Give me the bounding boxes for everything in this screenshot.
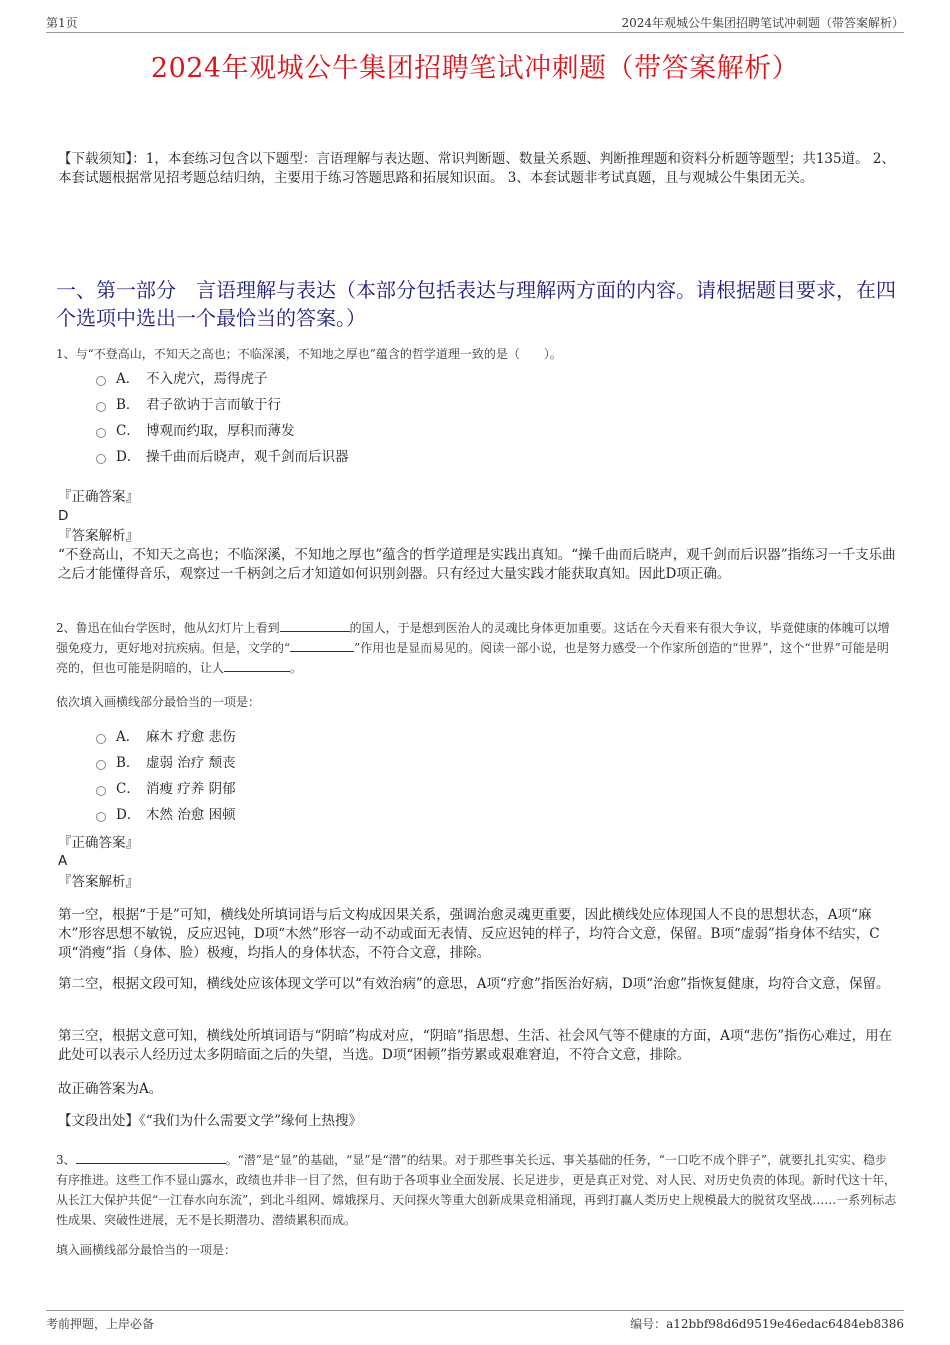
question-3-stem: 3、 。“潜”是“显”的基础，“显”是“潜”的结果。对于那些事关长远、事关基础的任务，“一口吃不成个胖子”，就要扎扎实实、稳步有序推进。这些工作不显山露水，政绩也并非一目了然，但有助于各项事业全面发展、长足进步，更是真正对党、对人民、对历史负责的体现。新时代这十年，从长江大保护共促“一江春水向东流”，到北斗组网、嫦娥探月、天问探火等重大创新成果竞相涌现，再到打赢人类历史上规模最大的脱贫攻坚战……一系列标志性成果、突破性进展，无不是长期潜功、潜绩累积而成。	[56, 1153, 897, 1227]
analysis-paragraph-1: 第一空，根据“于是”可知，横线处所填词语与后文构成因果关系，强调治愈灵魂更重要，因此横线处应体现国人不良的思想状态，A项“麻木”形容思想不敏锐，反应迟钝，D项“木然”形容一动不动或面无表情、反应迟钝的样子，均符合文意，保留。B项“虚弱”指身体不结实，C项“消瘦”指（身体、脸）极瘦，均指人的身体状态，不符合文意，排除。	[58, 907, 880, 961]
radio-icon[interactable]	[96, 786, 106, 796]
page-header	[46, 14, 904, 33]
answer-label: 『正确答案』	[58, 489, 139, 505]
question-2-stem: 2、鲁迅在仙台学医时，他从幻灯片上看到 的国人，于是想到医治人的灵魂比身体更加重要。这话在今天看来有很大争议，毕竟健康的体魄可以增强免疫力，更好地对抗疾病。但是，文学的“ ”作用也是显而易见的。阅读一部小说，也是努力感受一个作家所创造的“世界”，这个“世界”可能是明亮的，但也可能是阴暗的，让人 。	[56, 621, 890, 675]
question-2-prompt: 依次填入画横线部分最恰当的一项是：	[56, 695, 261, 709]
option-a[interactable]: A． 不入虎穴，焉得虎子	[96, 366, 349, 392]
header-doc-title: 2024年观城公牛集团招聘笔试冲刺题（带答案解析）	[621, 16, 904, 30]
fill-blank	[76, 1151, 226, 1164]
analysis-label: 『答案解析』	[58, 528, 139, 544]
analysis-paragraph-2: 第二空，根据文段可知，横线处应该体现文学可以“有效治病”的意思，A项“疗愈”指医治好病，D项“治愈”指恢复健康，均符合文意，保留。	[58, 976, 890, 992]
download-notice	[58, 150, 898, 188]
correct-answer: D	[58, 508, 69, 524]
page-footer	[46, 1310, 904, 1333]
option-d[interactable]: D． 木然 治愈 困顿	[96, 802, 236, 828]
analysis-label: 『答案解析』	[58, 874, 139, 890]
question-1-options	[96, 366, 349, 470]
analysis-paragraph-3: 第三空，根据文意可知，横线处所填词语与“阴暗”构成对应，“阴暗”指思想、生活、社会风气等不健康的方面，A项“悲伤”指伤心难过，用在此处可以表示人经历过太多阴暗面之后的失望，当选。D项“困顿”指劳累或艰难窘迫，不符合文意，排除。	[58, 1028, 893, 1063]
section-heading: 一、第一部分 言语理解与表达（本部分包括表达与理解两方面的内容。请根据题目要求，在四个选项中选出一个最恰当的答案。）	[56, 278, 896, 330]
option-c[interactable]: C． 消瘦 疗养 阴郁	[96, 776, 236, 802]
page-title: 2024年观城公牛集团招聘笔试冲刺题（带答案解析）	[150, 53, 800, 84]
radio-icon[interactable]	[96, 428, 106, 438]
radio-icon[interactable]	[96, 376, 106, 386]
page-number: 第1页	[46, 16, 78, 30]
answer-label: 『正确答案』	[58, 835, 139, 851]
option-c[interactable]: C． 博观而约取，厚积而薄发	[96, 418, 349, 444]
fill-blank	[280, 619, 350, 632]
analysis-conclusion: 故正确答案为A。	[58, 1081, 163, 1097]
radio-icon[interactable]	[96, 812, 106, 822]
footer-doc-id: 编号：a12bbf98d6d9519e46edac6484eb8386	[630, 1317, 904, 1331]
radio-icon[interactable]	[96, 760, 106, 770]
question-1-stem: 1、与“不登高山，不知天之高也；不临深溪，不知地之厚也”蕴含的哲学道理一致的是（ ）。	[56, 347, 562, 361]
fill-blank	[290, 639, 354, 652]
option-a[interactable]: A． 麻木 疗愈 悲伤	[96, 724, 236, 750]
question-3-prompt: 填入画横线部分最恰当的一项是：	[56, 1243, 237, 1257]
correct-answer: A	[58, 853, 68, 869]
option-d[interactable]: D． 操千曲而后晓声，观千剑而后识器	[96, 444, 349, 470]
notice-text: ：1，本套练习包含以下题型：言语理解与表达题、常识判断题、数量关系题、判断推理题和资料分析题等题型；共135道。 2、本套试题根据常见招考题总结归纳，主要用于练习答题思路和拓展知识面。 3、本套试题非考试真题，且与观城公牛集团无关。	[58, 151, 895, 186]
question-2-options	[96, 724, 236, 828]
option-b[interactable]: B． 君子欲讷于言而敏于行	[96, 392, 349, 418]
radio-icon[interactable]	[96, 402, 106, 412]
radio-icon[interactable]	[96, 454, 106, 464]
text-source: 【文段出处】《“我们为什么需要文学”缘何上热搜》	[58, 1113, 363, 1129]
radio-icon[interactable]	[96, 734, 106, 744]
notice-label: 【下载须知】	[58, 151, 133, 167]
footer-slogan: 考前押题，上岸必备	[46, 1317, 155, 1331]
fill-blank	[224, 659, 290, 672]
option-b[interactable]: B． 虚弱 治疗 颓丧	[96, 750, 236, 776]
analysis-text: “不登高山，不知天之高也；不临深溪，不知地之厚也”蕴含的哲学道理是实践出真知。“操千曲而后晓声，观千剑而后识器”指练习一千支乐曲之后才能懂得音乐，观察过一千柄剑之后才知道如何识别剑器。只有经过大量实践才能获取真知。因此D项正确。	[58, 547, 896, 582]
